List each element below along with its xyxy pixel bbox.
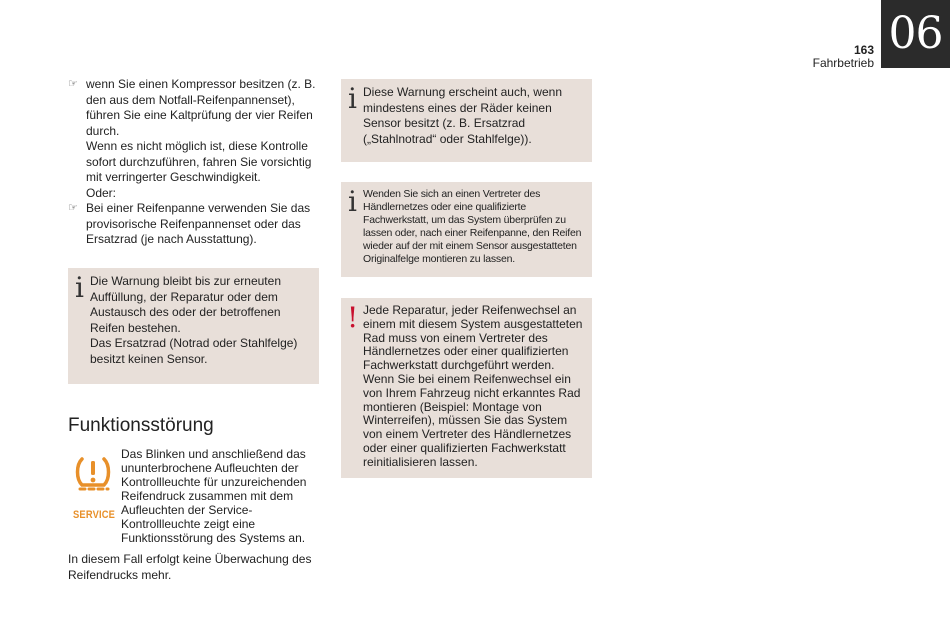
info-box-no-sensor bbox=[341, 79, 592, 162]
service-warning-icon: SERVICE bbox=[73, 509, 116, 521]
bullet-item-puncture bbox=[68, 201, 320, 248]
warning-exclamation-icon: ! bbox=[347, 301, 359, 334]
chapter-title: Fahrbetrieb bbox=[812, 56, 874, 70]
bullet-item-compressor bbox=[68, 77, 320, 201]
info-icon: i bbox=[348, 82, 357, 115]
fault-warning-icons bbox=[73, 454, 117, 521]
bullet-text: Oder: bbox=[86, 185, 117, 200]
pointing-hand-icon: ☞ bbox=[68, 202, 78, 214]
info-icon: i bbox=[348, 185, 357, 218]
warning-box-repair bbox=[341, 298, 592, 478]
chapter-number-tab: 06 bbox=[881, 0, 950, 68]
fault-description: Das Blinken und anschließend das ununterbrochene Aufleuchten der Kontrollleuchte für unzureichenden Reifendruck zusammen mit dem Aufleuchten der Service-Kontrollleuchte zeigt eine Funktionsstörung des Systems an. bbox=[121, 447, 307, 545]
info-box-warning-persists bbox=[68, 268, 319, 384]
warning-text: Jede Reparatur, jeder Reifenwechsel an einem mit diesem System ausgestatteten Rad muss von einem Vertreter des Händlernetzes oder einer qualifizierten Fachwerkstatt durchgeführt werden. Wenn Sie bei einem Reifenwechsel ein von Ihrem Fahrzeug nicht erkanntes Rad montieren (Beispiel: Montage von Winterreifen), müssen Sie das System von einem Vertreter des Händlernetzes oder einer qualifizierten Fachwerkstatt reinitialisieren lassen. bbox=[363, 303, 583, 469]
section-heading: Funktionsstörung bbox=[68, 415, 214, 436]
info-text: Diese Warnung erscheint auch, wenn mindestens eines der Räder keinen Sensor besitzt (z. B. Ersatzrad („Stahlnotrad“ oder Stahlfelge)). bbox=[363, 85, 562, 146]
info-text: Das Ersatzrad (Notrad oder Stahlfelge) besitzt keinen Sensor. bbox=[90, 336, 298, 366]
page-number: 163 bbox=[853, 43, 874, 57]
bullet-text: Wenn es nicht möglich ist, diese Kontrolle sofort durchzuführen, fahren Sie vorsichtig mit verringerter Geschwindigkeit. bbox=[86, 139, 312, 184]
pointing-hand-icon: ☞ bbox=[68, 78, 78, 90]
info-box-contact-dealer bbox=[341, 182, 592, 277]
info-icon: i bbox=[75, 271, 84, 304]
tire-pressure-warning-icon bbox=[73, 454, 113, 494]
bullet-text: Bei einer Reifenpanne verwenden Sie das provisorische Reifenpannenset oder das Ersatzrad (je nach Ausstattung). bbox=[86, 201, 311, 246]
info-text: Die Warnung bleibt bis zur erneuten Auffüllung, der Reparatur oder dem Austausch des oder der betroffenen Reifen bestehen. bbox=[90, 274, 281, 335]
bullet-text: wenn Sie einen Kompressor besitzen (z. B. den aus dem Notfall-Reifenpannenset), führen Sie eine Kaltprüfung der vier Reifen durch. bbox=[86, 77, 316, 138]
info-text: Wenden Sie sich an einen Vertreter des Händlernetzes oder eine qualifizierte Fachwerkstatt, um das System überprüfen zu lassen oder, nach einer Reifenpanne, den Reifen wieder auf der mit einem Sensor ausgestatteten Originalfelge montieren zu lassen. bbox=[363, 188, 582, 265]
fault-note: In diesem Fall erfolgt keine Überwachung des Reifendrucks mehr. bbox=[68, 552, 312, 582]
left-column-bullets bbox=[68, 77, 320, 248]
